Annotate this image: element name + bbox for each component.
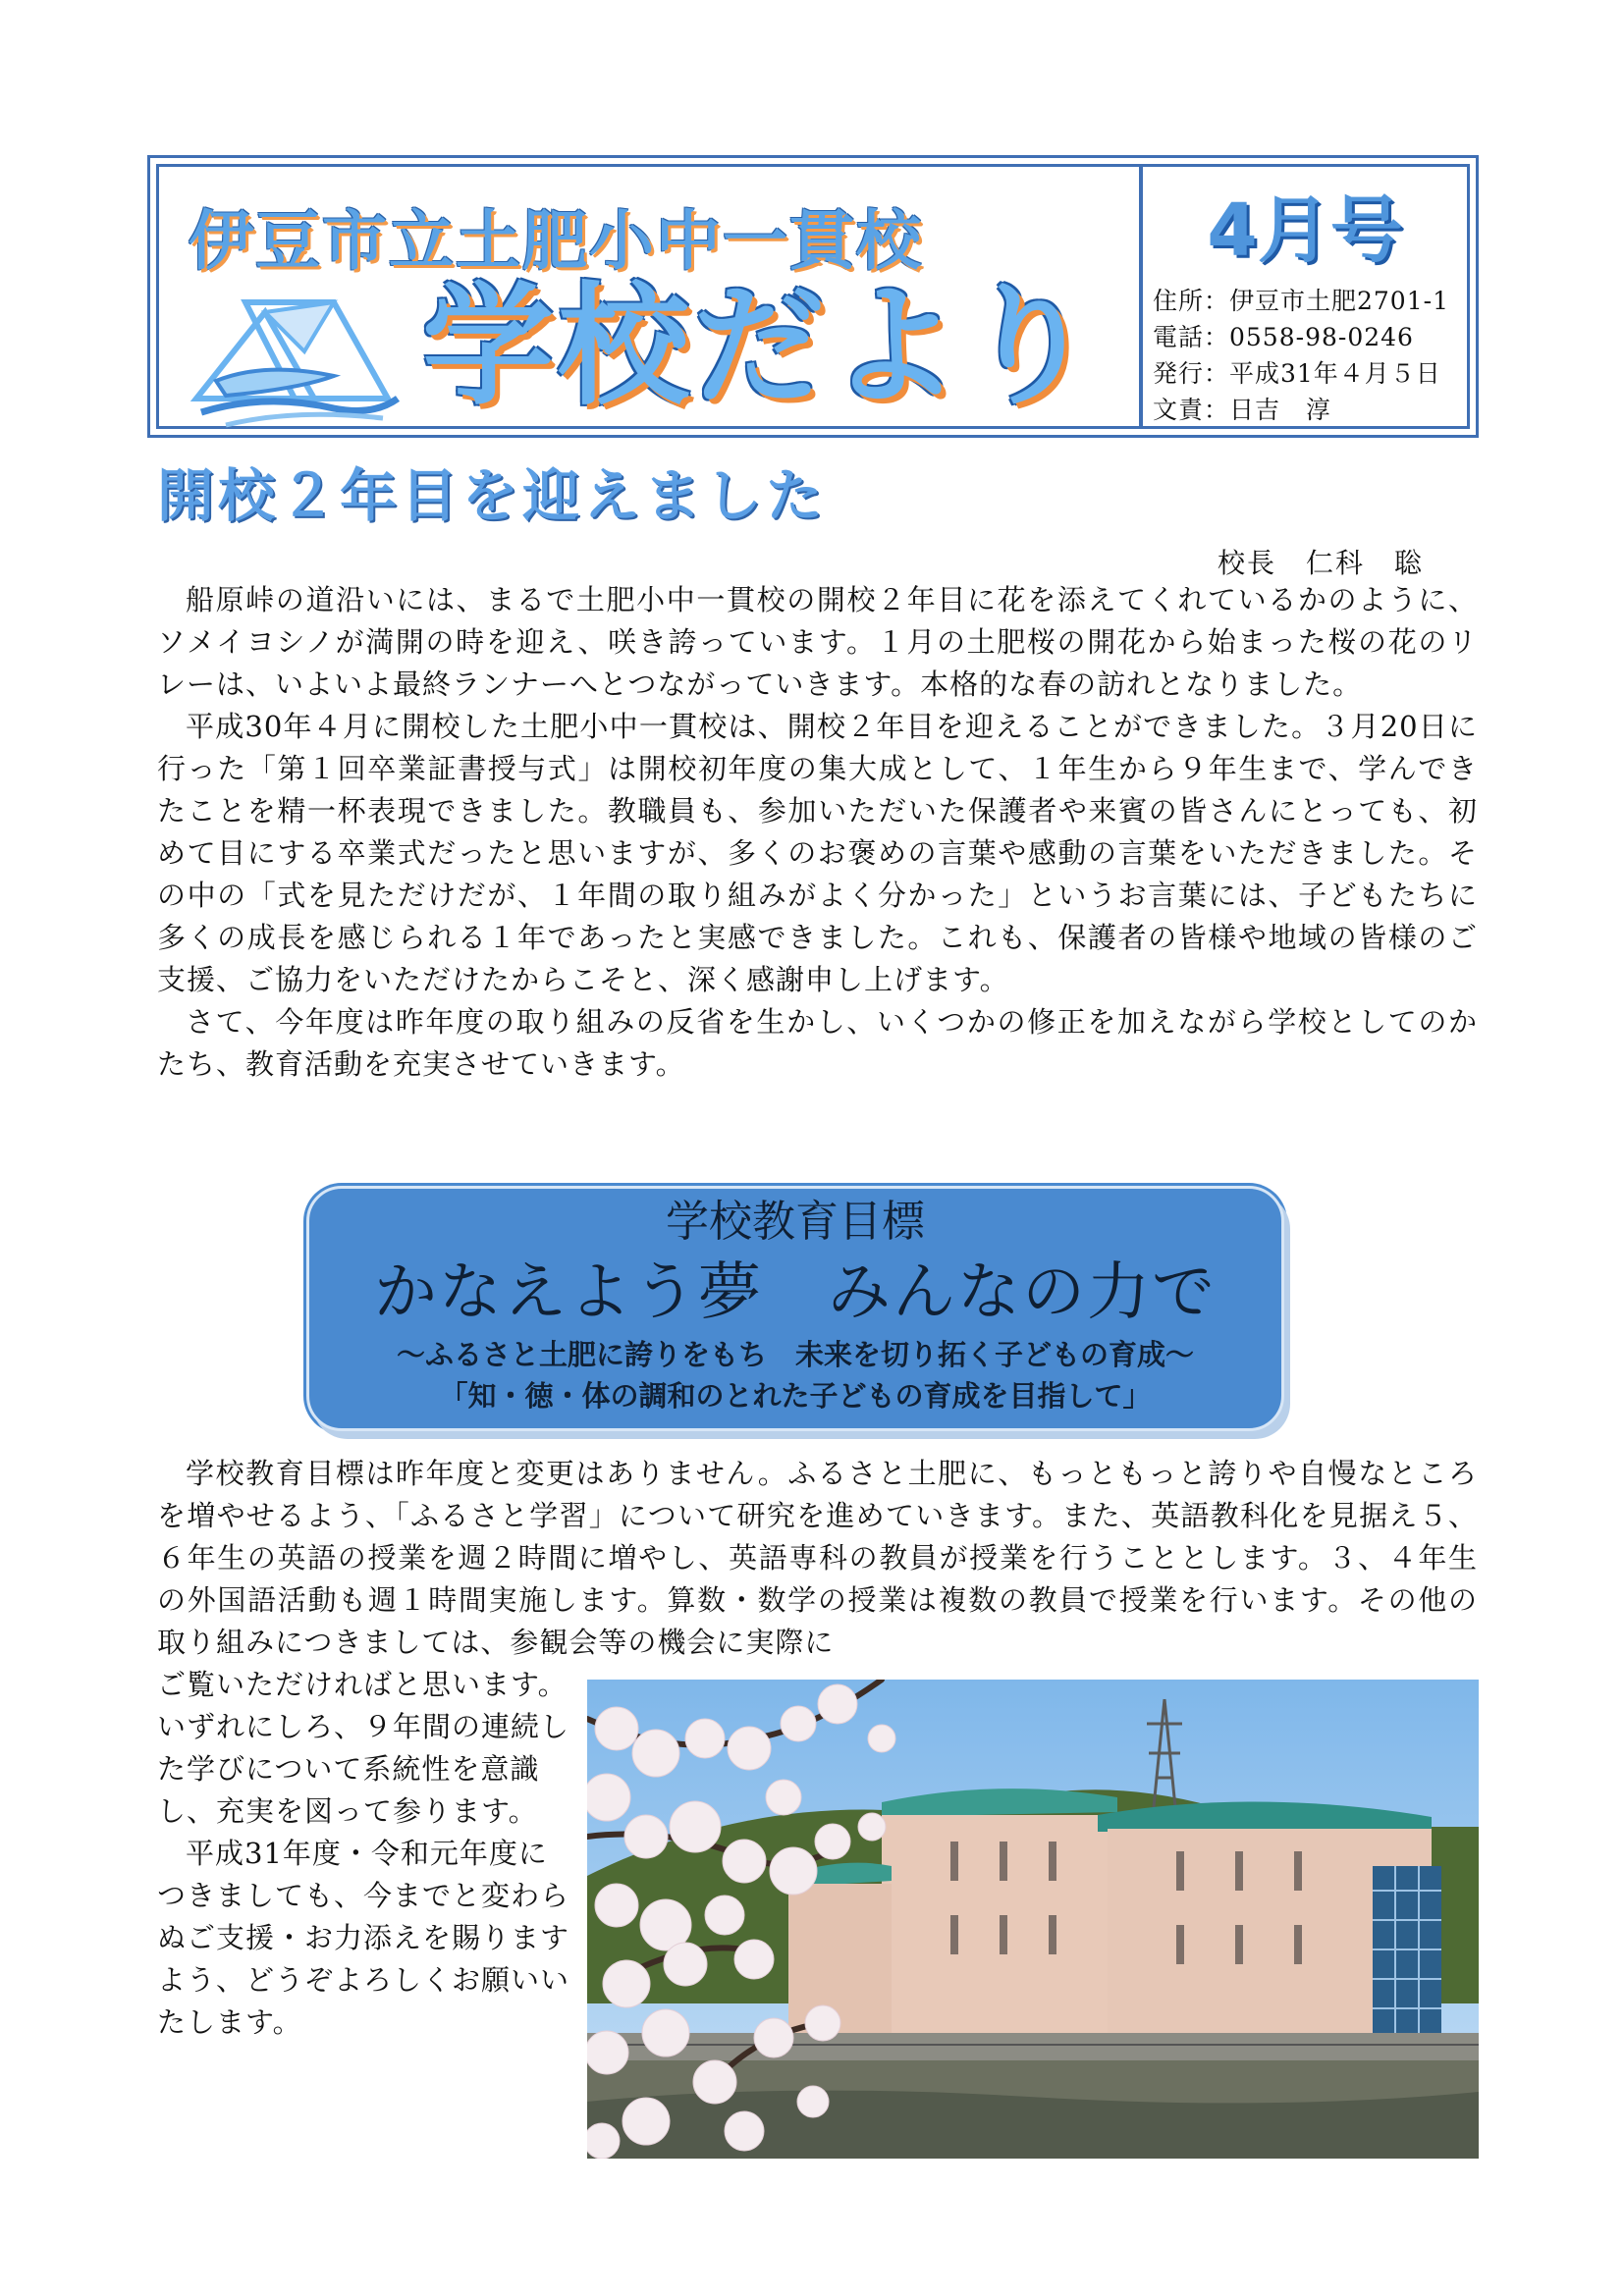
- phone-line: 電話：0558-98-0246: [1153, 323, 1414, 351]
- school-goal-box: [306, 1186, 1284, 1431]
- editor-line: 文責：日吉 淳: [1153, 396, 1332, 424]
- masthead-title-area: [159, 167, 1143, 426]
- goal-subtitle-2: 「知・徳・体の調和のとれた子どもの育成を目指して」: [439, 1379, 1152, 1413]
- cherry-blossom-school-illustration: [587, 1680, 1479, 2159]
- article-body-intro: [157, 579, 1478, 1086]
- article-headline: 開校２年目を迎えました: [157, 462, 828, 529]
- masthead: [147, 155, 1479, 438]
- school-name: 伊豆市立土肥小中一貫校: [189, 203, 923, 279]
- masthead-info-area: [1143, 167, 1467, 426]
- goal-main-slogan: かなえよう夢 みんなの力で: [374, 1256, 1217, 1329]
- goal-subtitle-1: ～ふるさと土肥に誇りをもち 未来を切り拓く子どもの育成～: [396, 1338, 1194, 1371]
- school-logo-icon: [187, 283, 405, 430]
- masthead-inner-frame: [156, 164, 1470, 429]
- newsletter-title: 学校だより: [422, 270, 1101, 423]
- article-body-closing: [157, 1664, 569, 2044]
- issue-label: 4月号: [1207, 188, 1403, 273]
- paragraph-2: 平成30年４月に開校した土肥小中一貫校は、開校２年目を迎えることができました。３月20日に行った「第１回卒業証書授与式」は開校初年度の集大成として、１年生から９年生まで、学んできたことを精一杯表現できました。教職員も、参加いただいた保護者や来賓の皆さんにとっても、初めて目にする卒業式だったと思いますが、多くのお褒めの言葉や感動の言葉をいただきました。その中の「式を見ただけだが、１年間の取り組みがよく分かった」というお言葉には、子どもたちに多くの成長を感じられる１年であったと実感できました。これも、保護者の皆様や地域の皆様のご支援、ご協力をいただけたからこそと、深く感謝申し上げます。: [157, 710, 1478, 996]
- issue-date-line: 発行：平成31年４月５日: [1153, 359, 1441, 388]
- address-line: 住所：伊豆市土肥2701-1: [1153, 287, 1449, 315]
- goal-heading: 学校教育目標: [666, 1197, 925, 1247]
- paragraph-3: さて、今年度は昨年度の取り組みの反省を生かし、いくつかの修正を加えながら学校としてのかたち、教育活動を充実させていきます。: [157, 1005, 1478, 1081]
- contact-info-list: [1153, 283, 1449, 428]
- paragraph-4-continued: ご覧いただければと思います。いずれにしろ、９年間の連続した学びについて系統性を意識し、充実を図って参ります。: [157, 1668, 570, 1828]
- paragraph-5: 平成31年度・令和元年度につきましても、今までと変わらぬご支援・お力添えを賜りますよう、どうぞよろしくお願いいたします。: [157, 1837, 570, 2039]
- article-body-goal-text: [157, 1453, 1478, 1664]
- paragraph-4: 学校教育目標は昨年度と変更はありません。ふるさと土肥に、もっともっと誇りや自慢なところを増やせるよう、「ふるさと学習」について研究を進めていきます。また、英語教科化を見据え５、６年生の英語の授業を週２時間に増やし、英語専科の教員が授業を行うこととします。３、４年生の外国語活動も週１時間実施します。算数・数学の授業は複数の教員で授業を行います。その他の取り組みにつきましては、参観会等の機会に実際に: [157, 1457, 1478, 1659]
- school-building-photo: [587, 1680, 1479, 2159]
- article-author: 校長 仁科 聡: [1218, 547, 1425, 579]
- paragraph-1: 船原峠の道沿いには、まるで土肥小中一貫校の開校２年目に花を添えてくれているかのように、ソメイヨシノが満開の時を迎え、咲き誇っています。１月の土肥桜の開花から始まった桜の花のリレーは、いよいよ最終ランナーへとつながっていきます。本格的な春の訪れとなりました。: [157, 583, 1478, 701]
